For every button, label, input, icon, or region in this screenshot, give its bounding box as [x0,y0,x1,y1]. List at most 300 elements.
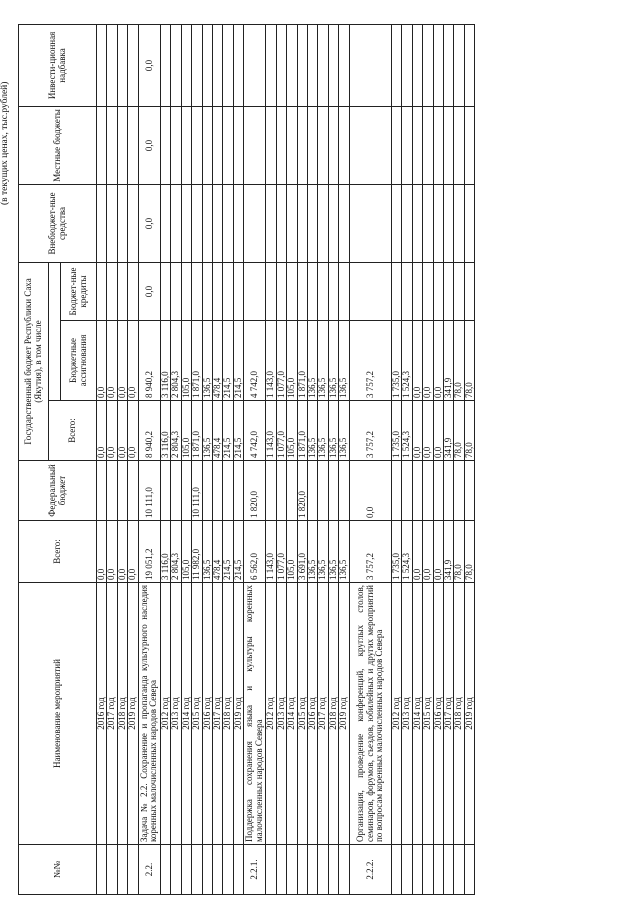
row-budget-alloc: 136,5 [202,321,212,401]
row-invest [318,24,328,106]
row-federal [391,461,401,521]
row-budget-alloc: 136,5 [318,321,328,401]
row-total: 0,0 [412,521,422,583]
row-federal [308,461,318,521]
row-budget-credits [192,262,202,320]
row-budget-credits [423,262,433,320]
row-local [297,106,307,184]
row-federal [128,461,138,521]
row-republic-total: 0,0 [412,401,422,461]
row-offbudget [464,184,474,262]
row-name: 2018 год [223,583,233,845]
row-invest [308,24,318,106]
row-local [171,106,181,184]
row-number [297,845,307,895]
row-republic-total: 1 871,0 [192,401,202,461]
row-total: 11 982,0 [192,521,202,583]
row-number [97,845,107,895]
row-offbudget [202,184,212,262]
row-budget-credits [349,262,391,320]
row-budget-alloc: 78,0 [454,321,464,401]
row-offbudget [160,184,170,262]
row-name: Организация, проведение конференций, круглых столов, семинаров, форумов, съездов, юбилейных и других мероприятий по вопросам коренных малочисленных народов Севера [349,583,391,845]
table-row [328,24,338,894]
row-total: 19 051,2 [138,521,160,583]
row-number [202,845,212,895]
row-name: 2015 год [297,583,307,845]
row-federal [402,461,412,521]
row-republic-total: 136,5 [308,401,318,461]
row-total: 3 757,2 [349,521,391,583]
row-federal [454,461,464,521]
row-total: 136,5 [308,521,318,583]
row-number [107,845,117,895]
table-row [433,24,443,894]
row-federal [266,461,276,521]
row-local [318,106,328,184]
row-invest [181,24,191,106]
row-invest [402,24,412,106]
row-federal [276,461,286,521]
table-row [297,24,307,894]
table-row [402,24,412,894]
row-name: 2019 год [464,583,474,845]
row-budget-alloc: 478,4 [212,321,222,401]
row-offbudget [423,184,433,262]
row-total: 1 143,0 [266,521,276,583]
row-republic-total: 341,9 [443,401,453,461]
header-republic-subdivider [49,262,61,400]
row-number [318,845,328,895]
row-offbudget [339,184,349,262]
row-budget-credits: 0,0 [138,262,160,320]
row-total: 1 735,0 [391,521,401,583]
row-republic-total: 0,0 [107,401,117,461]
row-budget-credits [318,262,328,320]
row-local [97,106,107,184]
row-budget-credits [402,262,412,320]
row-number: 2.2. [138,845,160,895]
row-number [128,845,138,895]
row-budget-alloc: 0,0 [117,321,127,401]
row-budget-alloc: 105,0 [287,321,297,401]
row-budget-credits [202,262,212,320]
row-number [412,845,422,895]
row-name: 2013 год [171,583,181,845]
row-budget-credits [276,262,286,320]
row-offbudget [328,184,338,262]
row-number: 2.2.1. [244,845,266,895]
table-row [391,24,401,894]
row-number [454,845,464,895]
row-budget-alloc: 341,9 [443,321,453,401]
table-row [244,24,266,894]
row-republic-total: 3 757,2 [349,401,391,461]
row-budget-alloc: 3 757,2 [349,321,391,401]
row-invest [107,24,117,106]
row-name: 2017 год [212,583,222,845]
row-budget-alloc: 0,0 [107,321,117,401]
row-budget-credits [223,262,233,320]
row-republic-total: 1 077,0 [276,401,286,461]
row-republic-total: 136,5 [328,401,338,461]
row-invest [171,24,181,106]
row-local [349,106,391,184]
row-invest [160,24,170,106]
header-republic: Государственный бюджет Республики Саха (Якутия), в том числе [19,262,49,460]
row-budget-alloc: 8 940,2 [138,321,160,401]
row-federal [412,461,422,521]
row-name: 2017 год [443,583,453,845]
row-number [171,845,181,895]
table-row [117,24,127,894]
row-total: 136,5 [318,521,328,583]
row-invest [266,24,276,106]
table-row [233,24,243,894]
row-budget-credits [117,262,127,320]
row-local [423,106,433,184]
row-total: 0,0 [107,521,117,583]
row-invest [391,24,401,106]
row-budget-alloc: 1 735,0 [391,321,401,401]
row-number [433,845,443,895]
row-number [391,845,401,895]
row-total: 105,0 [287,521,297,583]
table-row [107,24,117,894]
row-local [117,106,127,184]
row-name: 2015 год [423,583,433,845]
unit-note: (в текущих ценах, тыс.рублей) [0,81,10,205]
row-budget-credits [412,262,422,320]
row-number [212,845,222,895]
row-name: 2014 год [181,583,191,845]
row-republic-total: 136,5 [202,401,212,461]
row-total: 3 691,0 [297,521,307,583]
table-row [212,24,222,894]
row-budget-credits [454,262,464,320]
row-budget-alloc: 214,5 [233,321,243,401]
row-total: 0,0 [423,521,433,583]
row-local [402,106,412,184]
row-offbudget: 0,0 [138,184,160,262]
header-republic-total: Всего: [49,401,97,461]
row-local [433,106,443,184]
row-federal [443,461,453,521]
table-row [349,24,391,894]
row-name: Задача № 2.2. Сохранение и пропаганда культурного наследия коренных малочисленных народов Севера [138,583,160,845]
row-invest [202,24,212,106]
row-name: 2018 год [117,583,127,845]
row-offbudget [433,184,443,262]
row-number [181,845,191,895]
table-row [276,24,286,894]
row-federal [464,461,474,521]
row-local [308,106,318,184]
row-invest [454,24,464,106]
row-federal: 0,0 [349,461,391,521]
row-federal [160,461,170,521]
table-row [202,24,212,894]
row-local [266,106,276,184]
row-budget-alloc: 0,0 [128,321,138,401]
row-invest [192,24,202,106]
row-republic-total: 136,5 [318,401,328,461]
row-federal [97,461,107,521]
row-name: 2016 год [308,583,318,845]
table-row [318,24,328,894]
row-budget-alloc: 0,0 [433,321,443,401]
row-total: 78,0 [464,521,474,583]
row-name: 2017 год [318,583,328,845]
row-name: 2013 год [402,583,412,845]
row-total: 214,5 [223,521,233,583]
row-invest [433,24,443,106]
row-invest: 0,0 [138,24,160,106]
row-offbudget [308,184,318,262]
row-offbudget [318,184,328,262]
row-republic-total: 78,0 [454,401,464,461]
row-total: 2 804,3 [171,521,181,583]
row-federal [433,461,443,521]
row-invest [464,24,474,106]
row-name: 2012 год [160,583,170,845]
row-republic-total: 4 742,0 [244,401,266,461]
row-name: 2018 год [454,583,464,845]
row-local [212,106,222,184]
row-offbudget [244,184,266,262]
row-federal [212,461,222,521]
budget-table [18,24,475,895]
row-name: 2014 год [287,583,297,845]
row-budget-credits [443,262,453,320]
row-budget-credits [339,262,349,320]
row-budget-credits [171,262,181,320]
row-local [454,106,464,184]
table-row [181,24,191,894]
row-number [287,845,297,895]
table-row [223,24,233,894]
row-number [328,845,338,895]
row-offbudget [171,184,181,262]
row-budget-alloc: 0,0 [97,321,107,401]
table-row [171,24,181,894]
row-federal [107,461,117,521]
table-row [266,24,276,894]
table-row [443,24,453,894]
table-row [192,24,202,894]
row-republic-total: 78,0 [464,401,474,461]
row-local [233,106,243,184]
row-invest [244,24,266,106]
header-name: Наименование мероприятий [19,583,97,845]
row-budget-alloc: 1 524,3 [402,321,412,401]
row-budget-credits [212,262,222,320]
row-local [391,106,401,184]
row-budget-alloc: 136,5 [308,321,318,401]
row-total: 478,4 [212,521,222,583]
row-number: 2.2.2. [349,845,391,895]
row-federal [171,461,181,521]
row-invest [423,24,433,106]
table-row [287,24,297,894]
row-number [233,845,243,895]
row-name: 2016 год [97,583,107,845]
row-local [443,106,453,184]
row-offbudget [266,184,276,262]
row-budget-credits [266,262,276,320]
row-invest [443,24,453,106]
header-budget-credits: Бюджет-ные кредиты [61,262,97,320]
header-num: №№ [19,845,97,895]
row-invest [128,24,138,106]
row-republic-total: 0,0 [128,401,138,461]
row-republic-total: 214,5 [233,401,243,461]
row-name: 2019 год [233,583,243,845]
row-republic-total: 1 871,0 [297,401,307,461]
row-name: Поддержка сохранения языка и культуры коренных малочисленных народов Севера [244,583,266,845]
row-local: 0,0 [138,106,160,184]
row-budget-credits [308,262,318,320]
row-name: 2013 год [276,583,286,845]
row-name: 2012 год [266,583,276,845]
row-number [160,845,170,895]
row-number [308,845,318,895]
row-offbudget [233,184,243,262]
row-offbudget [107,184,117,262]
row-invest [223,24,233,106]
row-budget-alloc: 3 116,0 [160,321,170,401]
row-budget-credits [128,262,138,320]
row-federal: 10 111,0 [138,461,160,521]
row-number [266,845,276,895]
row-offbudget [212,184,222,262]
row-budget-alloc: 1 871,0 [192,321,202,401]
row-number [402,845,412,895]
row-invest [297,24,307,106]
table-row [138,24,160,894]
row-invest [339,24,349,106]
row-name: 2017 год [107,583,117,845]
row-invest [412,24,422,106]
table-row [97,24,107,894]
row-budget-alloc: 105,0 [181,321,191,401]
row-total: 3 116,0 [160,521,170,583]
header-federal: Федеральный бюджет [19,461,97,521]
row-republic-total: 478,4 [212,401,222,461]
row-offbudget [391,184,401,262]
row-offbudget [223,184,233,262]
row-republic-total: 8 940,2 [138,401,160,461]
row-invest [287,24,297,106]
row-name: 2014 год [412,583,422,845]
row-offbudget [192,184,202,262]
row-budget-credits [97,262,107,320]
row-republic-total: 0,0 [423,401,433,461]
row-budget-credits [233,262,243,320]
header-offbudget: Внебюджет-ные средства [19,184,97,262]
row-budget-credits [107,262,117,320]
row-federal [339,461,349,521]
row-number [464,845,474,895]
row-republic-total: 105,0 [181,401,191,461]
row-local [287,106,297,184]
row-total: 1 077,0 [276,521,286,583]
row-invest [349,24,391,106]
row-name: 2016 год [202,583,212,845]
row-republic-total: 1 524,3 [402,401,412,461]
header-invest: Инвести-ционная надбавка [19,24,97,106]
row-budget-alloc: 4 742,0 [244,321,266,401]
row-budget-alloc: 136,5 [339,321,349,401]
row-total: 214,5 [233,521,243,583]
row-budget-credits [433,262,443,320]
row-number [276,845,286,895]
row-republic-total: 1 143,0 [266,401,276,461]
row-name: 2012 год [391,583,401,845]
row-federal: 1 820,0 [244,461,266,521]
row-local [181,106,191,184]
row-local [223,106,233,184]
row-budget-alloc: 0,0 [423,321,433,401]
row-total: 136,5 [328,521,338,583]
header-total: Всего: [19,521,97,583]
row-offbudget [412,184,422,262]
row-offbudget [454,184,464,262]
row-federal: 1 820,0 [297,461,307,521]
row-republic-total: 214,5 [223,401,233,461]
row-total: 0,0 [128,521,138,583]
row-number [423,845,433,895]
row-total: 0,0 [433,521,443,583]
row-total: 341,9 [443,521,453,583]
row-offbudget [117,184,127,262]
row-federal [181,461,191,521]
row-invest [97,24,107,106]
row-federal [328,461,338,521]
row-total: 6 562,0 [244,521,266,583]
row-number [192,845,202,895]
row-local [339,106,349,184]
row-federal: 10 111,0 [192,461,202,521]
table-body [97,24,475,894]
row-federal [223,461,233,521]
row-total: 78,0 [454,521,464,583]
row-offbudget [276,184,286,262]
row-local [107,106,117,184]
row-budget-alloc: 1 143,0 [266,321,276,401]
row-local [128,106,138,184]
header-local: Местные бюджеты [19,106,97,184]
row-republic-total: 2 804,3 [171,401,181,461]
row-invest [328,24,338,106]
row-budget-alloc: 214,5 [223,321,233,401]
row-federal [287,461,297,521]
row-number [339,845,349,895]
row-budget-alloc: 2 804,3 [171,321,181,401]
row-budget-credits [464,262,474,320]
row-name: 2019 год [128,583,138,845]
table-row [464,24,474,894]
row-number [223,845,233,895]
row-budget-alloc: 1 077,0 [276,321,286,401]
row-federal [318,461,328,521]
row-federal [423,461,433,521]
row-budget-credits [181,262,191,320]
row-offbudget [443,184,453,262]
row-name: 2015 год [192,583,202,845]
table-row [308,24,318,894]
row-offbudget [181,184,191,262]
